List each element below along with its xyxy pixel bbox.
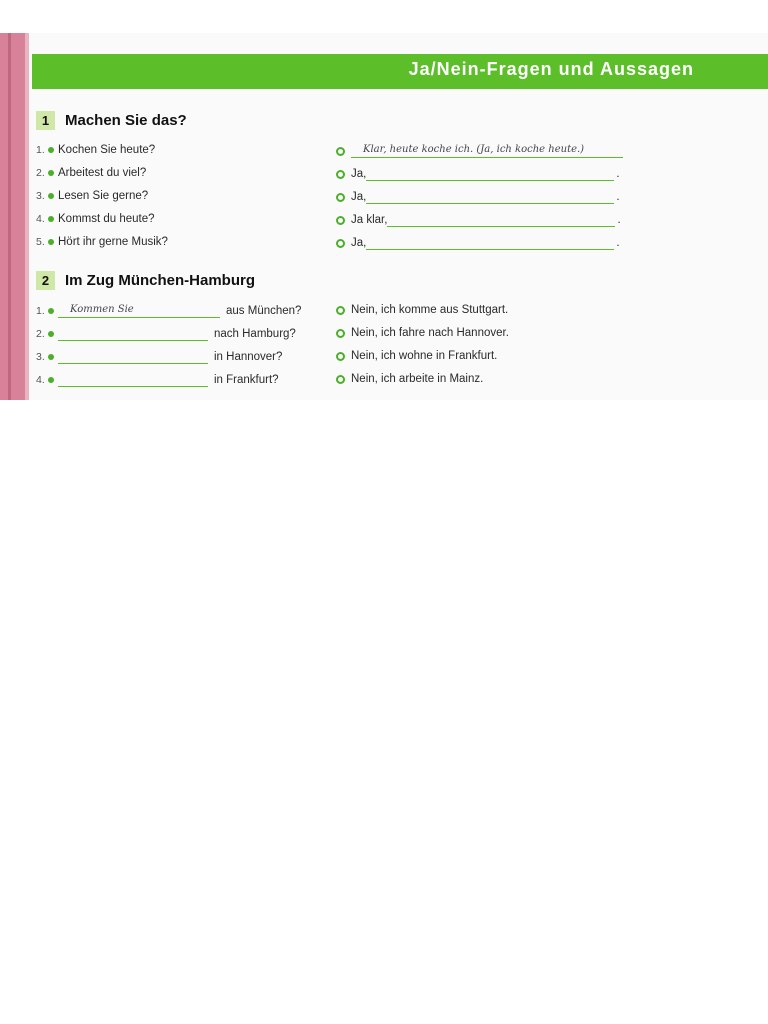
s1-question-4: [36, 213, 155, 225]
s1-question-number: 4.: [36, 213, 45, 225]
page-edge-line: [8, 33, 11, 400]
s2-question-number: 4.: [36, 374, 45, 386]
bullet-dot-icon: [48, 354, 54, 360]
bullet-ring-icon: [336, 375, 345, 384]
s1-answer-prefix: Ja,: [351, 237, 367, 249]
s2-answer-2: [336, 327, 509, 339]
section2-number: 2: [36, 271, 55, 290]
s1-question-number: 5.: [36, 236, 45, 248]
s2-question-4: [36, 373, 279, 387]
s1-answer-2: [336, 167, 620, 181]
s1-answer-blank-filled[interactable]: Klar, heute koche ich. (Ja, ich koche heute.): [351, 144, 623, 158]
s2-question-suffix: aus München?: [226, 305, 302, 317]
s2-answer-text: Nein, ich wohne in Frankfurt.: [351, 350, 498, 362]
s1-question-1: [36, 144, 155, 156]
s2-question-blank[interactable]: [58, 350, 208, 364]
s1-answer-blank[interactable]: [366, 190, 614, 204]
s2-question-number: 3.: [36, 351, 45, 363]
s1-question-text: Kommst du heute?: [58, 213, 155, 225]
s1-answer-blank[interactable]: [366, 236, 614, 250]
s1-answer-blank[interactable]: [387, 213, 615, 227]
page-edge-strip: [0, 33, 29, 400]
s1-answer-prefix: Ja klar,: [351, 214, 388, 226]
section1-number: 1: [36, 111, 55, 130]
s2-answer-text: Nein, ich fahre nach Hannover.: [351, 327, 509, 339]
section1-heading: [36, 111, 187, 130]
s1-question-3: [36, 190, 148, 202]
bullet-dot-icon: [48, 193, 54, 199]
section1-title: Machen Sie das?: [65, 112, 187, 129]
s1-answer-prefix: Ja,: [351, 168, 367, 180]
s1-question-number: 1.: [36, 144, 45, 156]
s1-answer-blank[interactable]: [366, 167, 614, 181]
scanned-page: [0, 33, 768, 400]
bullet-ring-icon: [336, 306, 345, 315]
s1-answer-end: .: [617, 214, 621, 226]
s1-answer-end: .: [616, 168, 620, 180]
s1-question-text: Arbeitest du viel?: [58, 167, 147, 179]
bullet-ring-icon: [336, 216, 345, 225]
s1-question-text: Kochen Sie heute?: [58, 144, 156, 156]
s1-question-text: Hört ihr gerne Musik?: [58, 236, 168, 248]
section2-title: Im Zug München-Hamburg: [65, 272, 255, 289]
bullet-dot-icon: [48, 331, 54, 337]
bullet-ring-icon: [336, 239, 345, 248]
bullet-dot-icon: [48, 377, 54, 383]
bullet-ring-icon: [336, 170, 345, 179]
s2-answer-text: Nein, ich arbeite in Mainz.: [351, 373, 484, 385]
s2-answer-3: [336, 350, 497, 362]
s2-question-1: [36, 304, 301, 318]
s1-question-2: [36, 167, 146, 179]
s2-question-number: 2.: [36, 328, 45, 340]
s1-question-text: Lesen Sie gerne?: [58, 190, 149, 202]
s1-answer-3: [336, 190, 620, 204]
s2-question-number: 1.: [36, 305, 45, 317]
s2-answer-4: [336, 373, 483, 385]
s1-answer-1: [336, 144, 623, 158]
s2-question-suffix: nach Hamburg?: [214, 328, 296, 340]
banner-title: Ja/Nein-Fragen und Aussagen: [408, 59, 694, 79]
s1-answer-end: .: [616, 191, 620, 203]
s2-question-blank[interactable]: [58, 373, 208, 387]
bullet-dot-icon: [48, 216, 54, 222]
section2-heading: [36, 271, 255, 290]
s2-question-blank-filled[interactable]: Kommen Sie: [58, 304, 220, 318]
s2-question-blank[interactable]: [58, 327, 208, 341]
s1-answer-end: .: [616, 237, 620, 249]
bullet-dot-icon: [48, 239, 54, 245]
page-edge-shade: [25, 33, 29, 400]
bullet-ring-icon: [336, 147, 345, 156]
s1-question-number: 2.: [36, 167, 45, 179]
s1-answer-4: [336, 213, 621, 227]
s2-question-suffix: in Hannover?: [214, 351, 283, 363]
s1-question-5: [36, 236, 168, 248]
s1-answer-5: [336, 236, 620, 250]
s2-question-2: [36, 327, 296, 341]
s1-question-number: 3.: [36, 190, 45, 202]
bullet-dot-icon: [48, 170, 54, 176]
title-banner: [32, 54, 768, 89]
s2-question-3: [36, 350, 282, 364]
s2-question-suffix: in Frankfurt?: [214, 374, 279, 386]
bullet-ring-icon: [336, 193, 345, 202]
s1-answer-prefix: Ja,: [351, 191, 367, 203]
bullet-dot-icon: [48, 308, 54, 314]
s2-answer-1: [336, 304, 508, 316]
bullet-ring-icon: [336, 329, 345, 338]
bullet-ring-icon: [336, 352, 345, 361]
s2-answer-text: Nein, ich komme aus Stuttgart.: [351, 304, 509, 316]
bullet-dot-icon: [48, 147, 54, 153]
